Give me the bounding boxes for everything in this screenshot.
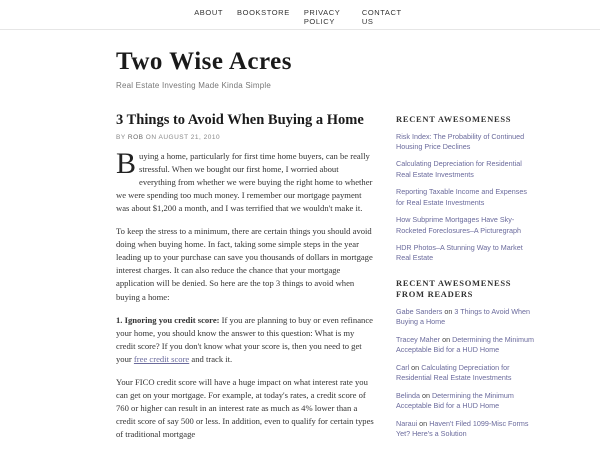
list-item xyxy=(396,391,536,412)
comment-author[interactable]: Gabe Sanders xyxy=(396,307,442,316)
comment-author[interactable]: Carl xyxy=(396,363,409,372)
post-paragraph-1-text: uying a home, particularly for first time home buyers, can be really stressful. When we bought our first home, I worried about everything from whether we were buying the right home to whether we were spending too much money. I remember our mortgage payment was about $1,200 a month, and I was terrified that we wouldn't make it. xyxy=(116,151,372,213)
comment-on: on xyxy=(420,391,432,400)
site-tagline: Real Estate Investing Made Kinda Simple xyxy=(116,81,600,90)
post-paragraph-2: To keep the stress to a minimum, there are certain things you should avoid doing when buying home. In fact, taking some simple steps in the year leading up to your purchase can save you thousands of dollars in mortgage interest charges. It can also reduce the chance that your mortgage application will be denied. So here are the top 3 things to avoid when buying a home: xyxy=(116,225,374,303)
page-columns xyxy=(0,100,600,451)
comment-on: on xyxy=(442,307,454,316)
post-paragraph-4: Your FICO credit score will have a huge impact on what interest rate you can get on your mortgage. For example, at today's rates, a credit score of 760 or higher can result in an interest rate as much as 4% lower than a credit score of say 500 or less. In addition, even to qualify for certain types of traditional mortgage xyxy=(116,376,374,441)
sidebar-comments-list xyxy=(396,307,536,439)
masthead xyxy=(0,30,600,100)
list-item[interactable]: Risk Index: The Probability of Continued Housing Price Declines xyxy=(396,132,536,153)
comment-author[interactable]: Naraui xyxy=(396,419,417,428)
comment-post-link[interactable]: 3 Things to Avoid When Buying a Home xyxy=(396,307,530,326)
comment-post-link[interactable]: Haven't Filed 1099-Misc Forms Yet? Here's a Solution xyxy=(396,419,528,438)
post-paragraph-3 xyxy=(116,314,374,366)
list-item xyxy=(396,363,536,384)
drop-cap: B xyxy=(116,150,139,177)
comment-author[interactable]: Tracey Maher xyxy=(396,335,440,344)
post-meta xyxy=(116,134,374,141)
sidebar-recent-list xyxy=(396,132,536,264)
list-item xyxy=(396,419,536,440)
comment-on: on xyxy=(409,363,421,372)
post-paragraph-3-text-b: and track it. xyxy=(189,354,232,364)
sidebar-heading-recent: RECENT AWESOMENESS xyxy=(396,114,536,125)
post-tip-1-heading: 1. Ignoring you credit score: xyxy=(116,315,220,325)
main-content xyxy=(116,112,374,451)
list-item xyxy=(396,307,536,328)
nav-item-about[interactable]: ABOUT xyxy=(194,8,223,17)
comment-post-link[interactable]: Determining the Minimum Acceptable Bid for a HUD Home xyxy=(396,391,514,410)
comment-on: on xyxy=(417,419,429,428)
top-navigation-items xyxy=(194,8,406,27)
nav-item-privacy-policy[interactable]: PRIVACY POLICY xyxy=(304,8,348,27)
post-meta-author[interactable]: ROB xyxy=(128,134,144,141)
free-credit-score-link[interactable]: free credit score xyxy=(134,354,189,364)
comment-on: on xyxy=(440,335,452,344)
post-meta-date: AUGUST 21, 2010 xyxy=(158,134,220,141)
list-item[interactable]: HDR Photos–A Stunning Way to Market Real Estate xyxy=(396,243,536,264)
nav-item-contact-us[interactable]: CONTACT US xyxy=(362,8,406,27)
list-item[interactable]: How Subprime Mortgages Have Sky-Rocketed Foreclosures–A Picturegraph xyxy=(396,215,536,236)
list-item[interactable]: Reporting Taxable Income and Expenses for Real Estate Investments xyxy=(396,187,536,208)
list-item xyxy=(396,335,536,356)
comment-post-link[interactable]: Determining the Minimum Acceptable Bid for a HUD Home xyxy=(396,335,534,354)
post-paragraph-1 xyxy=(116,150,374,215)
comment-author[interactable]: Belinda xyxy=(396,391,420,400)
post-title[interactable]: 3 Things to Avoid When Buying a Home xyxy=(116,112,374,129)
top-navigation xyxy=(0,0,600,30)
list-item[interactable]: Calculating Depreciation for Residential Real Estate Investments xyxy=(396,159,536,180)
comment-post-link[interactable]: Calculating Depreciation for Residential Real Estate Investments xyxy=(396,363,511,382)
post-meta-by: BY xyxy=(116,134,126,141)
sidebar-heading-comments: RECENT AWESOMENESS FROM READERS xyxy=(396,278,536,300)
site-title[interactable]: Two Wise Acres xyxy=(116,48,600,76)
post-meta-on: ON xyxy=(146,134,157,141)
post-paragraph-3-text-a: If you are planning to buy or even refinance your home, you should know the answer to this question: What is my credit score? If you don't know what your score is, then you need to get your xyxy=(116,315,373,364)
nav-item-bookstore[interactable]: BOOKSTORE xyxy=(237,8,290,17)
sidebar xyxy=(396,112,536,451)
